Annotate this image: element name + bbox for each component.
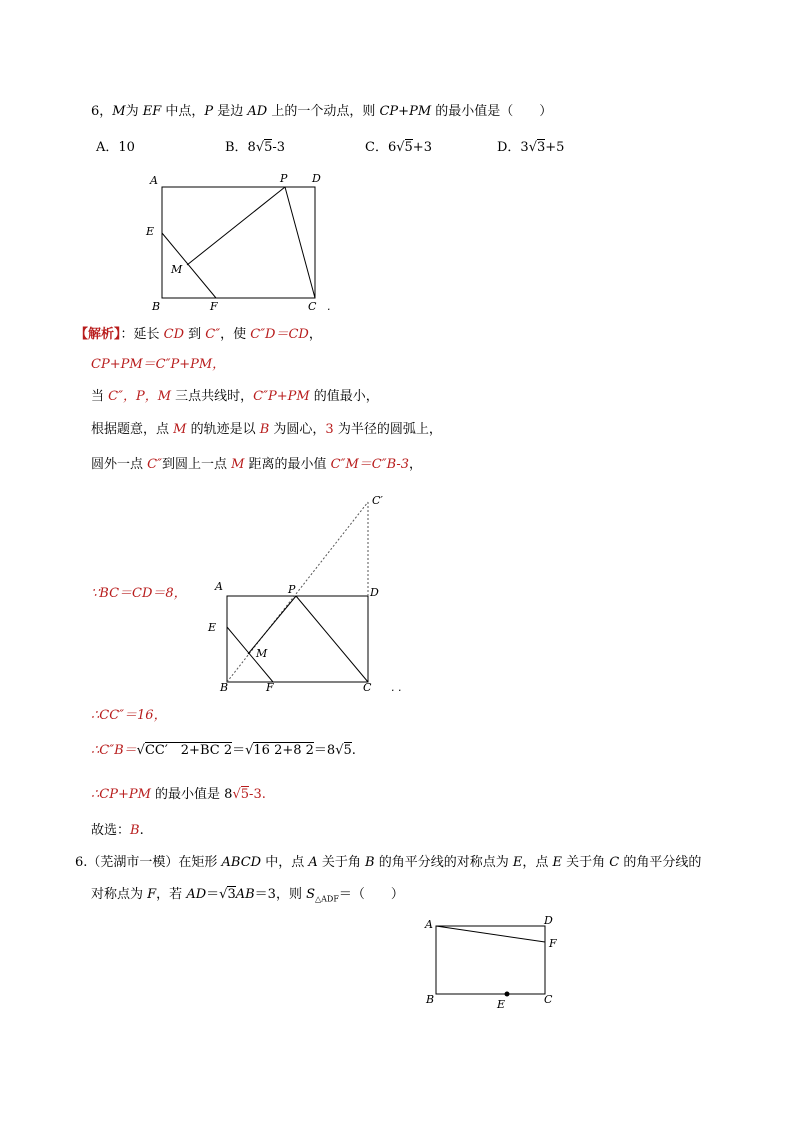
stem-part: 中点，: [161, 104, 205, 119]
question-number: 6，: [91, 104, 113, 119]
text: ，使: [220, 327, 251, 342]
segment-pc: [285, 187, 315, 298]
rectangle-abcd: [436, 926, 545, 994]
text: ，若: [156, 887, 187, 902]
text: 6.（芜湖市一模）在矩形: [75, 855, 222, 870]
stem-part: 上的一个动点，则: [267, 104, 380, 119]
question-2-line-2: 对称点为 F，若 AD＝√3AB＝3，则 $S_{\triangle ADF}=$（ ）: [91, 887, 404, 904]
analysis-line-6: ∵BC＝CD＝8，: [91, 586, 187, 601]
text: ，点: [522, 855, 553, 870]
text: C″P+PM: [253, 389, 310, 404]
text: S: [306, 887, 315, 902]
label-d: D: [544, 914, 553, 927]
root-expression: 16 2+8 2: [253, 743, 314, 758]
text: 3: [325, 422, 334, 437]
label-d: D: [370, 586, 379, 599]
stem-part: EF: [142, 104, 162, 119]
text: 到: [184, 327, 206, 342]
stem-part: P: [204, 104, 214, 119]
root-expression: CC′ 2+BC 2: [144, 743, 233, 758]
label-f: F: [266, 681, 274, 694]
text: -3.: [249, 787, 266, 802]
option-b: B．8√5-3: [225, 140, 286, 155]
text: 故选：: [91, 823, 131, 838]
option-c-label: C．6: [365, 140, 397, 155]
text: 关于角: [317, 855, 366, 870]
text: ∴C″B＝: [91, 743, 137, 758]
text: C″: [147, 457, 162, 472]
text: ＝3，则: [254, 887, 307, 902]
text: ：延长: [120, 327, 164, 342]
label-dot: .: [327, 300, 331, 313]
text: 的角平分线的对称点为: [374, 855, 513, 870]
figure-1-rectangle-diagram: [140, 170, 350, 315]
text: C″，P，M: [108, 389, 172, 404]
text: AB: [235, 887, 255, 902]
label-p: P: [280, 172, 288, 185]
label-c: C: [308, 300, 317, 313]
text: ，: [409, 457, 423, 472]
text: AD: [186, 887, 207, 902]
text: B: [365, 855, 375, 870]
analysis-line-8: ∴C″B＝√CC′ 2+BC 2＝√16 2+8 2＝8√5.: [91, 743, 356, 758]
label-f: F: [549, 937, 557, 950]
question-2-line-1: [75, 854, 701, 872]
text: 到圆上一点: [161, 457, 232, 472]
text: 三点共线时，: [171, 389, 254, 404]
label-c: C: [544, 993, 553, 1006]
analysis-line-5: [91, 456, 422, 474]
label-f: F: [210, 300, 218, 313]
option-d-label: D．3: [497, 140, 529, 155]
rectangle-abcd: [227, 596, 368, 682]
label-b: B: [152, 300, 161, 313]
figure-2-extended-diagram: [200, 490, 410, 695]
text: 根据题意，点: [91, 422, 174, 437]
text: 的值最小，: [309, 389, 379, 404]
segment-mp: [248, 596, 296, 654]
text: .: [351, 743, 356, 758]
rectangle-abcd: [162, 187, 315, 298]
label-b: B: [220, 681, 229, 694]
text: 中，点: [261, 855, 309, 870]
segment-mp: [187, 187, 285, 265]
label-a: A: [215, 580, 223, 593]
text: C″M＝C″B-3: [330, 457, 410, 472]
label-a: A: [425, 918, 433, 931]
root-expression: 5: [240, 787, 250, 802]
option-c-tail: +3: [412, 140, 432, 155]
analysis-line-3: [91, 388, 379, 406]
analysis-line-9: ∴CP+PM 的最小值是 8√5-3.: [91, 787, 266, 802]
text: C: [609, 855, 620, 870]
text: B: [259, 422, 270, 437]
text: 关于角: [562, 855, 610, 870]
figure-3-rectangle-diagram: [420, 912, 570, 1014]
text: .: [139, 823, 144, 838]
analysis-line-2: CP+PM＝C″P+PM，: [91, 357, 226, 372]
text: F: [147, 887, 157, 902]
text: ABCD: [221, 855, 262, 870]
label-e: E: [497, 998, 506, 1011]
text: E: [512, 855, 523, 870]
analysis-tag: 【解析】: [75, 327, 121, 342]
option-c: C．6√5+3: [365, 140, 432, 155]
label-m: M: [171, 263, 183, 276]
text: ＝: [232, 743, 246, 758]
text: 的角平分线的: [619, 855, 702, 870]
text: 圆外一点: [91, 457, 148, 472]
segment-pc: [296, 596, 368, 682]
text: 的最小值是 8: [150, 787, 233, 802]
label-cpp: C′: [372, 494, 383, 507]
text: C″: [205, 327, 221, 342]
stem-part: 为: [125, 104, 143, 119]
root-expression: 3: [227, 887, 236, 902]
stem-part: CP+PM: [379, 104, 432, 119]
option-d: D．3√3+5: [497, 140, 565, 155]
option-b-tail: -3: [272, 140, 286, 155]
analysis-line-4: [91, 421, 442, 439]
option-c-root: 5: [404, 140, 413, 155]
question-1-stem: [91, 103, 552, 121]
label-e: E: [208, 621, 217, 634]
option-d-root: 3: [537, 140, 546, 155]
line-b-to-cpp-dotted: [227, 502, 368, 682]
text: 为半径的圆弧上，: [333, 422, 442, 437]
text: 的轨迹是以: [186, 422, 260, 437]
subscript: △ADF: [314, 894, 339, 904]
text: 距离的最小值: [244, 457, 331, 472]
segment-af: [436, 926, 545, 942]
option-a-label: A．10: [96, 140, 135, 155]
label-b: B: [426, 993, 435, 1006]
text: CD: [163, 327, 185, 342]
point-e: [505, 992, 510, 997]
label-p: P: [288, 583, 296, 596]
text: 对称点为: [91, 887, 148, 902]
label-c: C: [363, 681, 372, 694]
text: A: [308, 855, 318, 870]
analysis-line-1: [75, 326, 322, 344]
text: M: [173, 422, 187, 437]
label-m: M: [256, 647, 268, 660]
text: 为圆心，: [269, 422, 326, 437]
stem-part: 的最小值是（ ）: [431, 104, 553, 119]
text: E: [552, 855, 562, 870]
text: B: [130, 823, 140, 838]
option-d-tail: +5: [545, 140, 565, 155]
text: C″D＝CD: [250, 327, 309, 342]
text: ＝: [206, 887, 220, 902]
analysis-line-10: [91, 822, 144, 840]
text: ∴CP+PM: [91, 787, 151, 802]
label-a: A: [150, 174, 158, 187]
stem-part: M: [112, 104, 126, 119]
option-a: [96, 139, 135, 157]
option-b-root: 5: [264, 140, 273, 155]
text: ＝（ ）: [338, 887, 404, 902]
root-expression: 5: [343, 743, 352, 758]
text: ，: [308, 327, 322, 342]
stem-part: 是边: [213, 104, 248, 119]
label-dots: . .: [391, 681, 402, 694]
analysis-line-7: ∴CC″＝16，: [91, 708, 167, 723]
text: 当: [91, 389, 109, 404]
text: M: [231, 457, 245, 472]
text: ＝8: [313, 743, 336, 758]
stem-part: AD: [247, 104, 268, 119]
option-b-label: B．8: [225, 140, 256, 155]
label-e: E: [146, 225, 155, 238]
label-d: D: [312, 172, 321, 185]
